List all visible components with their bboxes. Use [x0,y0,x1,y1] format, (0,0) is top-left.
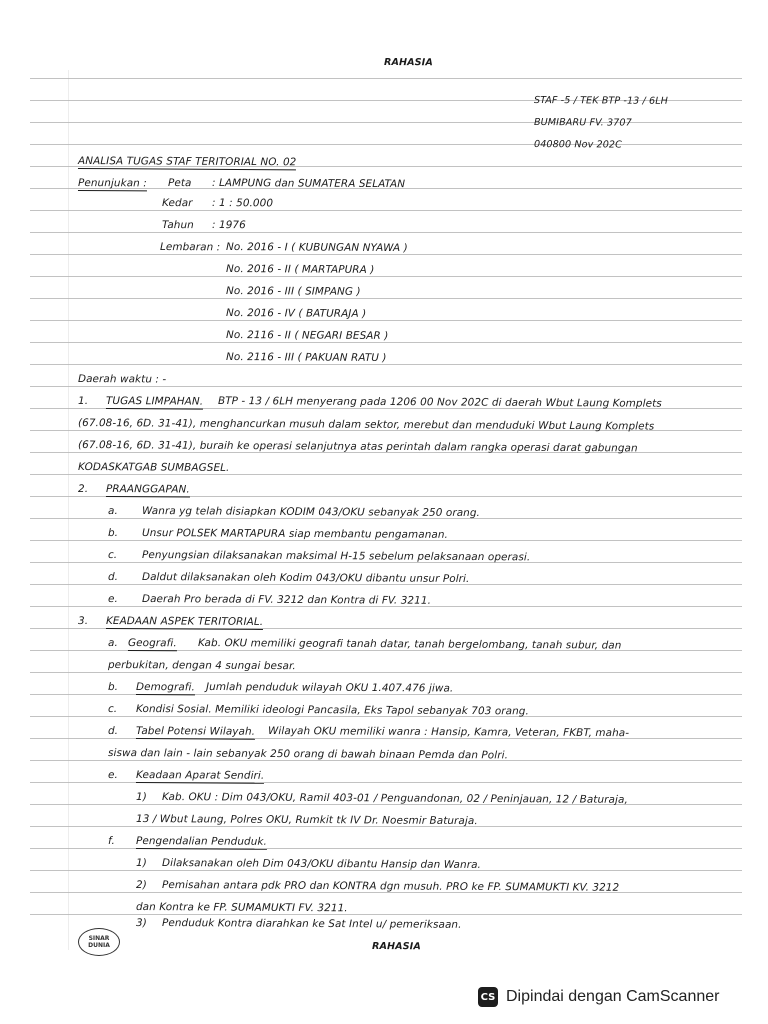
item-letter: a. [107,505,118,518]
aparat-sendiri-title: Keadaan Aparat Sendiri. [135,769,265,782]
aparat-sendiri-text: 13 / Wbut Laung, Polres OKU, Rumkit tk IV Dr. Noesmir Baturaja. [135,813,478,828]
item-letter: b. [107,527,119,540]
item-letter: e. [107,769,118,782]
ruled-line [30,122,742,123]
penunjukan-label: Penunjukan : [77,177,147,190]
logo-text: SINAR [88,935,110,942]
geografi-title: Geografi. [127,637,177,650]
item-letter: e. [107,593,118,606]
sub-item-number: 1) [135,791,147,804]
ruled-line [30,232,742,233]
notebook-brand-logo [78,928,120,956]
ruled-line [30,276,742,277]
sub-item-number: 1) [135,857,147,870]
section-1-line: BTP - 13 / 6LH menyerang pada 1206 00 Nov 202C di daerah Wbut Laung Komplets [217,395,662,410]
peta-label: Peta [167,177,192,190]
date-line: 040800 Nov 202C [533,139,623,151]
camscanner-icon [478,987,498,1007]
praanggapan-item: Penyungsian dilaksanakan maksimal H-15 sebelum pelaksanaan operasi. [141,549,531,564]
geografi-text: Kab. OKU memiliki geografi tanah datar, tanah bergelombang, tanah subur, dan [197,637,622,652]
tahun-value: : 1976 [211,219,246,232]
sub-item-number: 2) [135,879,147,892]
ruled-line [30,210,742,211]
reference-line: STAF -5 / TEK BTP -13 / 6LH [533,95,669,107]
item-letter: c. [107,549,118,562]
pengendalian-text: Dilaksanakan oleh Dim 043/OKU dibantu Hansip dan Wanra. [161,857,482,871]
peta-value: : LAMPUNG dan SUMATERA SELATAN [211,177,406,191]
sub-item-number: 3) [135,917,147,930]
section-2-number: 2. [77,483,89,496]
praanggapan-item: Wanra yg telah disiapkan KODIM 043/OKU sebanyak 250 orang. [141,505,481,520]
praanggapan-item: Daldut dilaksanakan oleh Kodim 043/OKU dibantu unsur Polri. [141,571,470,586]
section-3-heading: KEADAAN ASPEK TERITORIAL. [105,615,264,628]
praanggapan-item: Daerah Pro berada di FV. 3212 dan Kontra di FV. 3211. [141,593,432,607]
sheet-item: No. 2016 - IV ( BATURAJA ) [225,307,367,320]
demografi-title: Demografi. [135,681,196,694]
kedar-value: : 1 : 50.000 [211,197,274,210]
pengendalian-text: dan Kontra ke FP. SUMAMUKTI FV. 3211. [135,901,348,915]
section-2-heading: PRAANGGAPAN. [105,483,190,496]
sheet-item: No. 2016 - II ( MARTAPURA ) [225,263,375,276]
place-line: BUMIBARU FV. 3707 [533,117,632,129]
sheet-item: No. 2116 - III ( PAKUAN RATU ) [225,351,387,364]
potensi-wilayah-text: siswa dan lain - lain sebanyak 250 orang di bawah binaan Pemda dan Polri. [107,747,509,762]
potensi-wilayah-text: Wilayah OKU memiliki wanra : Hansip, Kamra, Veteran, FKBT, maha- [267,725,630,740]
item-letter: f. [107,835,116,848]
lembaran-label: Lembaran : [159,241,221,254]
pengendalian-text: Penduduk Kontra diarahkan ke Sat Intel u/ pemeriksaan. [161,917,462,931]
tahun-label: Tahun [161,219,194,232]
item-letter: b. [107,681,119,694]
kondisi-sosial-text: Kondisi Sosial. Memiliki ideologi Pancasila, Eks Tapol sebanyak 703 orang. [135,703,529,718]
sheet-item: No. 2016 - I ( KUBUNGAN NYAWA ) [225,241,408,255]
pengendalian-title: Pengendalian Penduduk. [135,835,267,848]
potensi-wilayah-title: Tabel Potensi Wilayah. [135,725,256,738]
classification-bottom: RAHASIA [371,941,421,953]
item-letter: d. [107,571,119,584]
pengendalian-text: Pemisahan antara pdk PRO dan KONTRA dgn musuh. PRO ke FP. SUMAMUKTI KV. 3212 [161,879,620,894]
classification-top: RAHASIA [383,57,433,69]
camscanner-icon-text: CS [480,991,496,1003]
section-1-heading: TUGAS LIMPAHAN. [105,395,204,408]
watermark-text: Dipindai dengan CamScanner [506,988,720,1005]
ruled-line [30,298,742,299]
ruled-line [30,78,742,79]
section-3-number: 3. [77,615,89,628]
item-letter: d. [107,725,119,738]
sheet-item: No. 2016 - III ( SIMPANG ) [225,285,361,298]
ruled-line [30,914,742,915]
kedar-label: Kedar [161,197,193,210]
margin-line [68,70,69,950]
logo-text: DUNIA [88,942,110,949]
section-1-line: (67.08-16, 6D. 31-41), menghancurkan musuh dalam sektor, merebut dan menduduki Wbut Laung Komplets [77,417,655,433]
section-1-line: (67.08-16, 6D. 31-41), buraih ke operasi selanjutnya atas perintah dalam rangka operasi darat gabungan [77,439,638,455]
sheet-item: No. 2116 - II ( NEGARI BESAR ) [225,329,389,342]
item-letter: c. [107,703,118,716]
praanggapan-item: Unsur POLSEK MARTAPURA siap membantu pengamanan. [141,527,448,541]
item-letter: a. [107,637,118,650]
geografi-text: perbukitan, dengan 4 sungai besar. [107,659,296,673]
demografi-text: Jumlah penduduk wilayah OKU 1.407.476 jiwa. [205,681,454,695]
ruled-line [30,144,742,145]
document-title: ANALISA TUGAS STAF TERITORIAL NO. 02 [77,155,297,169]
aparat-sendiri-text: Kab. OKU : Dim 043/OKU, Ramil 403-01 / Penguandonan, 02 / Peninjauan, 12 / Baturaja, [161,791,628,806]
camscanner-watermark [478,984,719,1010]
daerah-waktu: Daerah waktu : - [77,373,167,386]
section-1-line: KODASKATGAB SUMBAGSEL. [77,461,230,474]
section-1-number: 1. [77,395,89,408]
ruled-line [30,320,742,321]
